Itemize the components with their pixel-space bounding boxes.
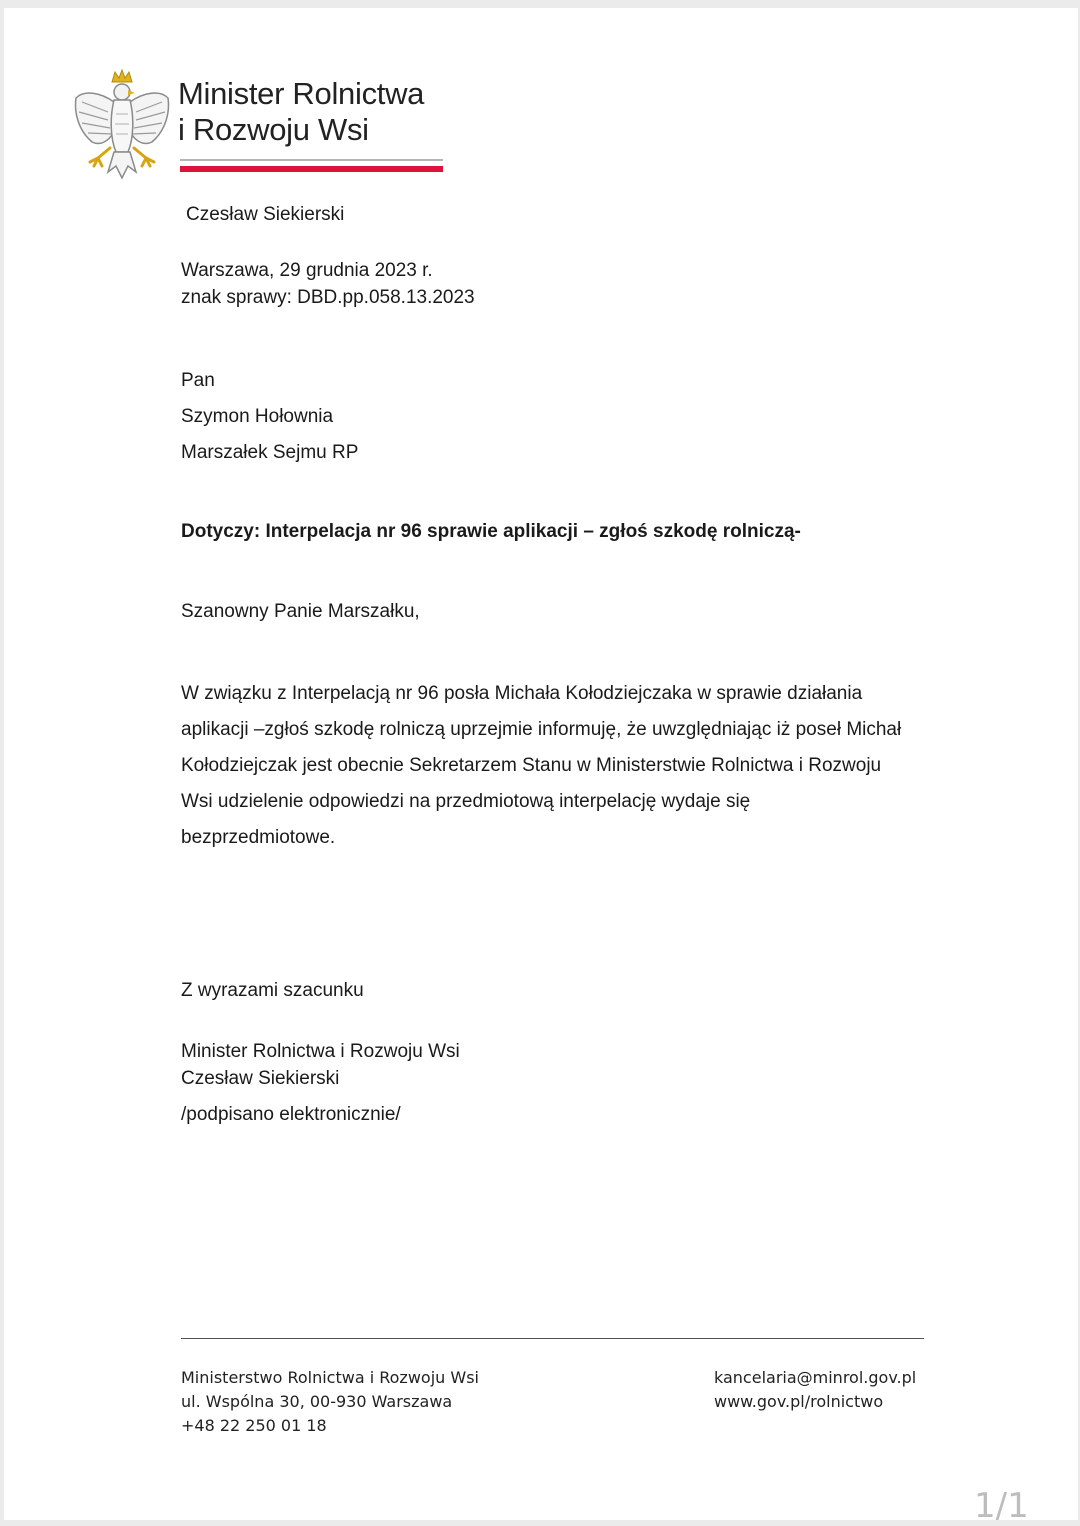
body-line: aplikacji –zgłoś szkodę rolniczą uprzejmie informuję, że uwzględniając iż poseł Michał bbox=[181, 719, 902, 740]
page-indicator: 1/1 bbox=[974, 1486, 1029, 1526]
signature-note: /podpisano elektronicznie/ bbox=[181, 1104, 401, 1125]
footer-email: kancelaria@minrol.gov.pl bbox=[714, 1368, 917, 1387]
sender-name: Czesław Siekierski bbox=[186, 204, 345, 225]
greeting: Szanowny Panie Marszałku, bbox=[181, 601, 420, 622]
place-date: Warszawa, 29 grudnia 2023 r. bbox=[181, 260, 433, 281]
footer-divider bbox=[181, 1338, 924, 1339]
letterhead-red-bar bbox=[180, 166, 443, 172]
footer-website: www.gov.pl/rolnictwo bbox=[714, 1392, 884, 1411]
body-line: bezprzedmiotowe. bbox=[181, 827, 336, 848]
letterhead-grey-bar bbox=[180, 159, 443, 161]
footer-phone: +48 22 250 01 18 bbox=[181, 1416, 327, 1435]
letterhead-title bbox=[178, 76, 424, 148]
body-line: Wsi udzielenie odpowiedzi na przedmiotową interpelację wydaje się bbox=[181, 791, 751, 812]
recipient-salutation: Pan bbox=[181, 370, 215, 391]
recipient-name: Szymon Hołownia bbox=[181, 406, 334, 427]
letterhead-title-line2: i Rozwoju Wsi bbox=[178, 112, 369, 147]
body-line: Kołodziejczak jest obecnie Sekretarzem Stanu w Ministerstwie Rolnictwa i Rozwoju bbox=[181, 755, 882, 776]
document-page bbox=[4, 8, 1078, 1526]
letter-body bbox=[181, 676, 941, 856]
footer-org: Ministerstwo Rolnictwa i Rozwoju Wsi bbox=[181, 1368, 479, 1387]
case-number: znak sprawy: DBD.pp.058.13.2023 bbox=[181, 287, 475, 308]
letterhead-title-line1: Minister Rolnictwa bbox=[178, 76, 425, 111]
recipient-position: Marszałek Sejmu RP bbox=[181, 442, 359, 463]
footer-address: ul. Wspólna 30, 00-930 Warszawa bbox=[181, 1392, 453, 1411]
polish-eagle-icon bbox=[70, 68, 174, 184]
body-line: W związku z Interpelacją nr 96 posła Michała Kołodziejczaka w sprawie działania bbox=[181, 683, 863, 704]
closing: Z wyrazami szacunku bbox=[181, 980, 364, 1001]
signature-name: Czesław Siekierski bbox=[181, 1068, 340, 1089]
subject-line: Dotyczy: Interpelacja nr 96 sprawie aplikacji – zgłoś szkodę rolniczą- bbox=[181, 521, 801, 542]
signature-title: Minister Rolnictwa i Rozwoju Wsi bbox=[181, 1041, 460, 1062]
